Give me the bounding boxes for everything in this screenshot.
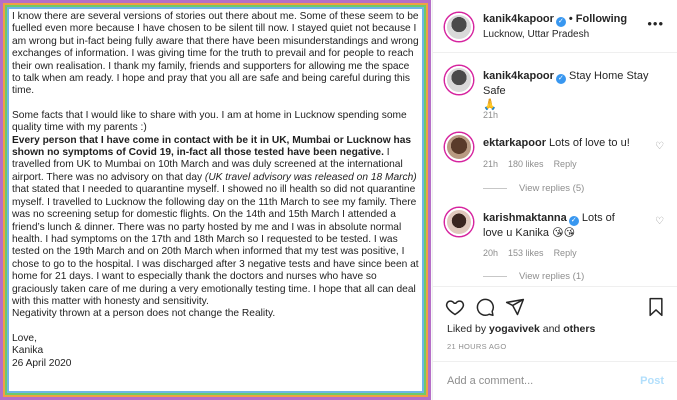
comment-time[interactable]: 20h <box>483 248 499 258</box>
post-comment-button[interactable]: Post <box>640 375 664 387</box>
comment-text: Lots of love u Kanika <box>483 212 615 239</box>
likes-others-link[interactable]: others <box>563 323 596 335</box>
view-replies-button[interactable] <box>483 271 584 282</box>
statement-paragraph-3 <box>12 135 419 309</box>
comment-likes[interactable]: 153 likes <box>508 248 544 258</box>
avatar[interactable] <box>445 66 473 94</box>
statement-paragraph-1: I know there are several versions of stories out there about me. Some of these seem to be fuelled even more because I have chosen to be silent till now. I stayed quiet not because I am wrong but in-fact being fully aware that there have been misunderstandings and wrong exchanges of information. I was giving time for the truth to prevail and for people to reach their own realisation. I thank my family, friends and supporters for allowing me the space to talk when am ready. I hope and pray that you all are safe and being careful during this time. <box>12 11 419 97</box>
heart-outline-icon[interactable] <box>445 297 465 321</box>
comment-like-heart-icon[interactable]: ♡ <box>655 216 664 227</box>
statement-paragraph-2: Some facts that I would like to share with you. I am at home in Lucknow spending some quality time with my parents :) <box>12 109 407 134</box>
liked-by-user-link[interactable]: yogavivek <box>489 323 540 335</box>
add-comment-input[interactable]: Add a comment... <box>447 375 534 387</box>
statement-text-a: I travelled from UK to Mumbai on 10th March and was duly screened at the international airport. There was no advisory on that day <box>12 147 403 183</box>
statement-text <box>12 11 419 388</box>
view-replies-label: View replies (5) <box>519 183 585 194</box>
verified-badge-icon: ✓ <box>556 17 566 27</box>
location-link[interactable]: Lucknow, Uttar Pradesh <box>483 29 590 40</box>
statement-paragraph-4: Negativity thrown at a person does not change the Reality. <box>12 308 276 320</box>
more-options-icon[interactable]: ••• <box>647 16 664 31</box>
statement-text-b: that stated that I needed to quarantine myself. I showed no ill health so did not quarantine myself. I travelled to Lucknow the following day on the 11th March to see my family. There was no screening setup for domestic flights. On the 14th and 15th March I attended a friend’s lunch & dinner. There was no party hosted by me and I was in absolute normal health. I had symptoms on the 17th and 18th March so I requested to be tested. I was tested on the 19th March and on 20th March when informed that my test was positive, I chose to go to the hospital. I was discharged after 3 negative tests and have since been at home for 21 days. I want to especially thank the doctors and nurses who have so graciously taken care of me during a very emotionally testing time. I hope that all can deal with this matter with honesty and sensitivity. <box>12 184 419 307</box>
statement-bold-text: Every person that I have come in contact with be it in UK, Mumbai or Lucknow has shown no symptoms of Covid 19, in-fact all those tested have been negative. <box>12 134 412 159</box>
likes-prefix: Liked by <box>447 323 487 335</box>
comment-likes[interactable]: 180 likes <box>508 159 544 169</box>
paper-plane-icon[interactable] <box>505 297 525 321</box>
statement-signoff: Love, <box>12 332 37 344</box>
caption-emoji: 🙏 <box>483 99 497 111</box>
statement-italic-text: (UK travel advisory was released on 18 March) <box>204 171 417 183</box>
comment-time[interactable]: 21h <box>483 159 499 169</box>
comment-reply-button[interactable]: Reply <box>553 159 577 169</box>
replies-divider-line <box>483 188 507 189</box>
comment-text: Lots of love to u! <box>549 137 630 149</box>
comment-reply-button[interactable]: Reply <box>553 248 577 258</box>
comment-bubble-icon[interactable] <box>475 297 495 321</box>
verified-badge-icon: ✓ <box>569 216 579 226</box>
caption-text: Stay Home Stay Safe <box>483 70 649 97</box>
comment-username[interactable]: karishmaktanna <box>483 212 567 224</box>
post-actions-bar <box>433 286 677 326</box>
caption-time[interactable]: 21h <box>483 110 499 120</box>
post-header <box>433 0 677 53</box>
comment-like-heart-icon[interactable]: ♡ <box>655 141 664 152</box>
avatar[interactable] <box>445 208 473 236</box>
header-username[interactable]: kanik4kapoor <box>483 13 554 25</box>
replies-divider-line <box>483 276 507 277</box>
likes-and: and <box>542 323 561 335</box>
verified-badge-icon: ✓ <box>556 74 566 84</box>
avatar[interactable] <box>445 13 473 41</box>
comment-emoji: 😘😘 <box>552 227 576 239</box>
avatar[interactable] <box>445 133 473 161</box>
comment-username[interactable]: ektarkapoor <box>483 137 546 149</box>
statement-date: 26 April 2020 <box>12 357 72 369</box>
view-replies-label: View replies (1) <box>519 271 585 282</box>
caption-username[interactable]: kanik4kapoor <box>483 70 554 82</box>
statement-name: Kanika <box>12 345 44 357</box>
add-comment-bar <box>433 361 677 400</box>
post-timestamp[interactable]: 21 HOURS AGO <box>447 342 507 351</box>
likes-summary <box>447 323 595 335</box>
bookmark-icon[interactable] <box>647 297 665 321</box>
post-side-panel <box>432 0 677 400</box>
following-button[interactable]: Following <box>575 13 628 25</box>
separator-dot: • <box>568 13 573 25</box>
view-replies-button[interactable] <box>483 183 584 194</box>
